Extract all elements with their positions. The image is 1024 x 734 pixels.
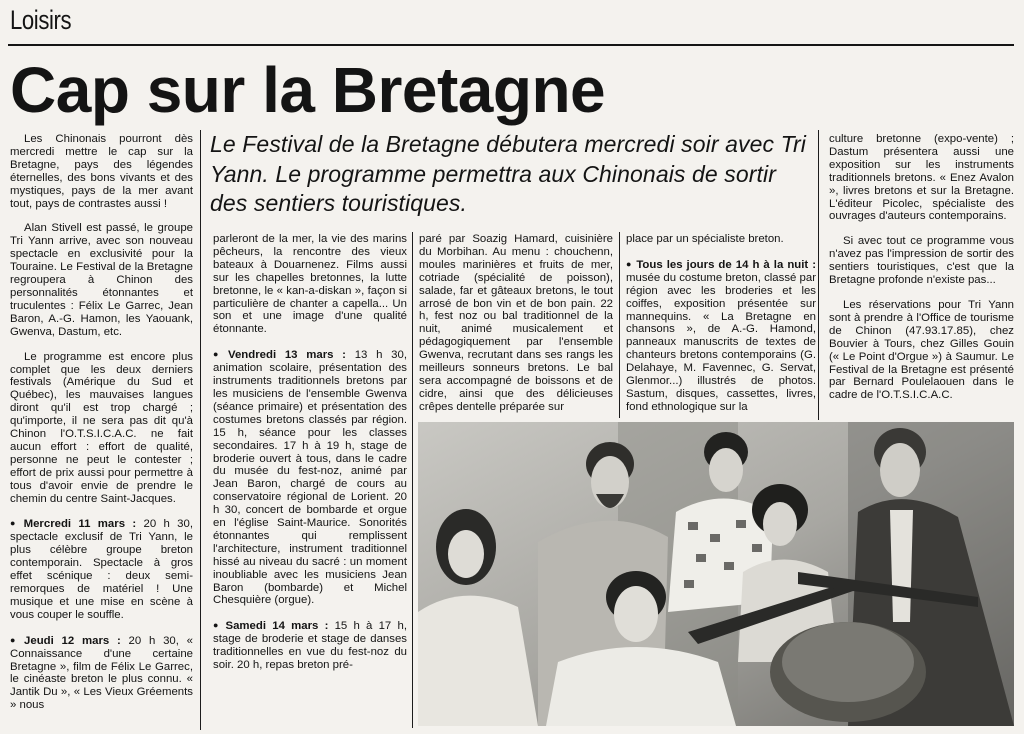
paragraph-text: paré par Soazig Hamard, cuisinière du Morbihan. Au menu : chouchenn, moules marinières et fruits de mer, cotriade (spécialité de poisson), salade, far et gâteaux bretons, le tout arrosé de bon vin et de bon pain. 22 h, fest noz ou bal traditionnel de la nuit, animé musicalement et pédagogiquement par l'ensemble Gwenva, recrutant dans ses rangs les meilleurs sonneurs bretons. Le bal sera accompagné de boissons et de cidre, ainsi que des délicieuses crêpes dentelle préparée sur — [419, 233, 613, 413]
paragraph-text: 13 h 30, animation scolaire, présentation des instruments traditionnels bretons par les musiciens de l'ensemble Gwenva (séance primaire) et présentation des costumes bretons classés par région. 15 h, séance pour les classes secondaires. 17 h à 19 h, stage de broderie ouvert à tous, dans le cadre du musée du fest-noz, animé par Jean Baron, chargé de cours au conservatoire régional de Lorient. 20 h 30, concert de bombarde et orgue en l'église Saint-Maurice. Sonorités étonnantes qui remplissent l'architecture, instrument traditionnel hissé au niveau du sacré : un moment inoubliable avec les musiciens Jean Baron (bombarde) et Michel Chesquière (orgue). — [213, 349, 407, 607]
header-rule — [8, 44, 1014, 46]
article-paragraph — [829, 133, 1014, 223]
paragraph-text: culture bretonne (expo-vente) ; Dastum présentera aussi une exposition sur les instruments traditionnels bretons. « Enez Avalon », livres bretons et sur la Bretagne. L'éditeur Picolec, spécialiste des ouvrages d'auteurs contemporains. — [829, 133, 1014, 223]
article-paragraph — [10, 133, 193, 210]
article-column-2 — [213, 233, 407, 727]
day-heading: ● Vendredi 13 mars : — [213, 349, 346, 361]
group-photo — [418, 422, 1014, 726]
article-paragraph — [626, 258, 816, 414]
paragraph-text: 15 h à 17 h, stage de broderie et stage de danses traditionnelles en vue du fest-noz du soir. 20 h, repas breton pré- — [213, 620, 407, 672]
day-heading: ● Mercredi 11 mars : — [10, 518, 136, 530]
column-divider — [200, 130, 201, 730]
article-paragraph — [829, 235, 1014, 287]
article-paragraph — [213, 233, 407, 336]
paragraph-text: 20 h 30, spectacle exclusif de Tri Yann, le plus célèbre groupe breton contemporain. Spectacle à gros effet scénique : deux semi-remorques de matériel ! Une musique et une mise en scène à vous couper le souffle. — [10, 518, 193, 621]
group-photo-image — [418, 422, 1014, 726]
article-column-1 — [10, 133, 193, 729]
article-column-5 — [829, 133, 1014, 419]
column-divider — [619, 232, 620, 418]
paragraph-text: Les Chinonais pourront dès mercredi mettre le cap sur la Bretagne, pays des légendes éternelles, des bons vivants et des mystiques, pays de la mer avant tout, pays de contrastes aussi ! — [10, 133, 193, 210]
paragraph-text: musée du costume breton, classé par région avec les broderies et les coiffes, exposition présentée sur mannequins. « La Bretagne en chansons », de A.-G. Hamond, panneaux manuscrits de textes de chanteurs bretons contemporains (G. Delahaye, M. Favennec, G. Servat, Glenmor...) illustrés de photos. Sastum, disques, cassettes, livres, fond ethnologique sur la — [626, 271, 816, 413]
paragraph-text: Le programme est encore plus complet que les deux derniers festivals (Amérique du Sud et Québec), les mauvaises langues diront qu'il est trop chargé ; qu'importe, il ne sera pas dit qu'à Chinon l'O.T.S.I.C.A.C. ne fait aucun effort : effort de qualité, personne ne peut le contester ; effort de prix aussi pour permettre à tous d'avoir envie de prendre le chemin du centre Saint-Jacques. — [10, 350, 193, 505]
day-heading: ● Tous les jours de 14 h à la nuit : — [626, 259, 816, 271]
article-paragraph — [626, 233, 816, 246]
paragraph-text: parleront de la mer, la vie des marins pêcheurs, la rencontre des vieux bateaux à Douarnenez. Films aussi sur les chapelles bretonnes, la lutte bretonne, le « kan-a-diskan », façon si particulière de chanter a capella... Un son et une image d'une qualité étonnante. — [213, 233, 407, 336]
article-column-4 — [626, 233, 816, 419]
article-column-3 — [419, 233, 613, 419]
paragraph-text: Les réservations pour Tri Yann sont à prendre à l'Office de tourisme de Chinon (47.93.17.85), chez Bouvier à Tours, chez Gilles Gouin (« Le Point d'Orgue ») à Saumur. Le Festival de la Bretagne est présenté par Bernard Poulelaouen dans le cadre de l'O.T.S.I.C.A.C. — [829, 298, 1014, 402]
article-paragraph — [213, 619, 407, 672]
article-paragraph — [10, 634, 193, 712]
paragraph-text: 20 h 30, « Connaissance d'une certaine Bretagne », film de Félix Le Garrec, le cinéaste breton le plus connu. « Jantik Du », « Les Vieux Gréements » nous — [10, 634, 193, 712]
article-paragraph — [829, 299, 1014, 402]
article-paragraph — [10, 351, 193, 506]
article-paragraph — [213, 348, 407, 607]
article-paragraph — [419, 233, 613, 414]
paragraph-text: Si avec tout ce programme vous n'avez pas l'impression de sortir des sentiers touristiques, c'est que la Bretagne profonde n'existe pas... — [829, 235, 1014, 287]
day-heading: ● Jeudi 12 mars : — [10, 635, 121, 647]
day-heading: ● Samedi 14 mars : — [213, 620, 328, 632]
article-headline: Cap sur la Bretagne — [10, 54, 606, 126]
column-divider — [412, 232, 413, 728]
article-paragraph — [10, 517, 193, 621]
paragraph-text: Alan Stivell est passé, le groupe Tri Yann arrive, avec son nouveau spectacle en exclusivité pour la Touraine. Le Festival de la Bretagne regroupera à Chinon des personnalités étonnantes et truculentes : Félix Le Garrec, Jean Baron, A.-G. Hamon, les Yaouank, Gwenva, Dastum, etc. — [10, 222, 193, 338]
article-paragraph — [10, 222, 193, 338]
column-divider — [818, 130, 819, 420]
article-chapo: Le Festival de la Bretagne débutera mercredi soir avec Tri Yann. Le programme permettra aux Chinonais de sortir des sentiers touristiques. — [210, 131, 806, 216]
paragraph-text: place par un spécialiste breton. — [626, 233, 784, 245]
section-rubric: Loisirs — [10, 5, 72, 35]
